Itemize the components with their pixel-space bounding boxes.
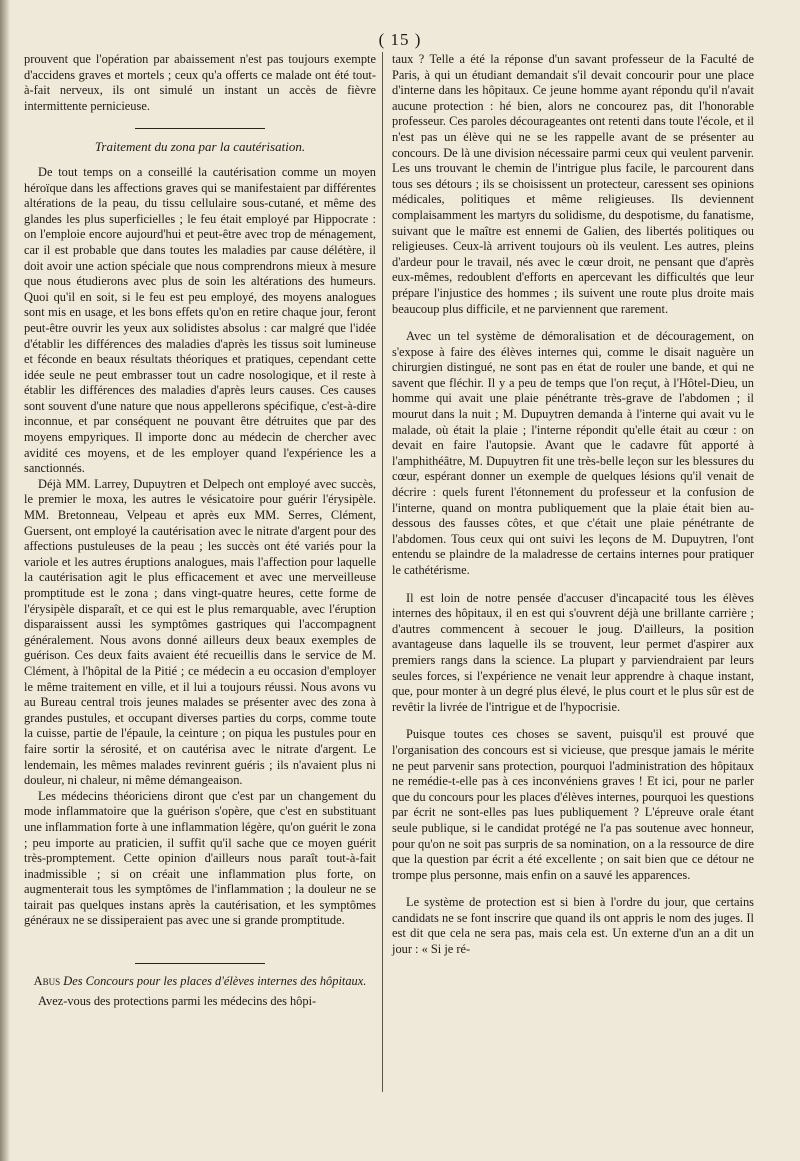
paragraph: Avec un tel système de démoralisation et de découragement, on s'expose à faire des élèves internes qui, comme le disait naguère un chirurgien distingué, ne sont pas en état de rouler une bande, et qui ne savent que fléchir. Il y a peu de temps que l'on reçut, à l'Hôtel-Dieu, un homme qui avait une plaie pénétrante très-grave de l'abdomen ; il mourut dans la nuit ; M. Dupuytren demanda à l'interne qui avait vu le malade, où était la plaie ; l'interne répondit qu'elle était au cœur : on devait en faire l'autopsie. Avant que le cadavre fût apporté à l'amphithéâtre, M. Dupuytren fit une très-belle leçon sur les blessures du cœur, espérant donner un exemple de quelques lésions qu'il venait de décrire : quels furent l'étonnement du professeur et la confusion de l'interne, quand on montra publiquement que la plaie était bien au-dessous des fausses côtes, et que c'était une plaie pénétrante de l'abdomen. Tous ceux qui ont suivi les leçons de M. Dupuytren, l'ont entendu se plaindre de la maladresse de certains internes pour pratiquer le cathétérisme. xyxy=(392,329,754,577)
paragraph: Puisque toutes ces choses se savent, puisqu'il est prouvé que l'organisation des concours est si vicieuse, que presque jamais le mérite ne peut parvenir sans protection, pourquoi l'administration des hôpitaux ne remédie-t-elle pas à ces inconvéniens graves ! Et ici, pour ne parler que du concours pour les places d'élèves internes, pourquoi les questions par écrit ne sont-elles pas lues publiquement ? L'épreuve orale étant seule publique, si le candidat protégé ne l'a pas soutenue avec honneur, pour qu'on ne soit pas surpris de sa nomination, on a la ressource de dire que la question par écrit a été excellente ; on sait bien que ce détour ne trompe plus personne, mais enfin on a sauvé les apparences. xyxy=(392,727,754,882)
paragraph: Déjà MM. Larrey, Dupuytren et Delpech ont employé avec succès, le premier le moxa, les autres le vésicatoire pour guérir l'érysipèle. MM. Bretonneau, Velpeau et après eux MM. Serres, Clément, Guersent, ont employé la cautérisation avec le nitrate d'argent pour des affections pustuleuses de la peau ; les succès ont été variés pour la variole et les autres éruptions analogues, mais l'affection pour laquelle la cautérisation agit le plus efficacement et avec une merveilleuse promptitude est le zona ; dans vingt-quatre heures, cette forme de l'érysipèle disparaît, et ce qui est le plus remarquable, avec l'éruption disparaissent aussi les symptômes gastriques qui l'accompagnent généralement. Nous avons donné ailleurs deux beaux exemples de guérison. Ces deux faits avaient été recueillis dans le service de M. Clément, à l'hôpital de la Pitié ; ce médecin a eu occasion d'employer le même traitement en ville, et il lui a toujours réussi. Nous avons vu au Bureau central trois jeunes malades se présenter avec des zona à grandes pustules, et occupant diverses parties du corps, comme toute la cuisse, partie de l'épaule, la ceinture ; on piqua les pustules pour en faire sortir la sérosité, et on cautérisa avec le nitrate d'argent. Le lendemain, les mêmes malades revinrent guéris ; ils n'avaient plus ni douleur, ni chaleur, ni même démangeaison. xyxy=(24,476,376,788)
right-column xyxy=(392,52,754,958)
paragraph: Avez-vous des protections parmi les médecins des hôpi- xyxy=(38,993,317,1008)
section2-title xyxy=(24,974,376,990)
page-number: ( 15 ) xyxy=(378,30,422,49)
paragraph: Il est loin de notre pensée d'accuser d'incapacité tous les élèves internes des hôpitaux, il en est qui s'ouvrent déjà une brillante carrière ; d'autres commencent à secouer le joug. D'ailleurs, la position avantageuse dans laquelle ils se trouvent, leur permet d'aspirer aux premiers rangs dans la science. La plupart y parviendraient par leurs seules forces, si l'expérience ne venait leur apprendre à chaque instant, que, pour monter à un degré plus élevé, le plus court et le plus sûr est de revêtir la livrée de l'intrigue et de l'hypocrisie. xyxy=(392,590,754,714)
section2-prefix: Abus xyxy=(33,974,61,989)
section-rule xyxy=(135,128,265,129)
section2-heading: Des Concours pour les places d'élèves internes des hôpitaux. xyxy=(63,974,367,989)
paragraph: taux ? Telle a été la réponse d'un savant professeur de la Faculté de Paris, à qui un étudiant demandait s'il devait concourir pour une place d'interne dans les hôpitaux. Ce jeune homme ayant répondu qu'il n'avait aucune protection : hé bien, alors ne concourez pas, dit l'honorable professeur. Ces paroles décourageantes ont retenti dans toute l'école, et il n'est pas un élève qui ne se les rappelle avant de se présenter au concours. De là une division nécessaire parmi ceux qui veulent parvenir. Les uns trouvant le chemin de l'intrigue plus facile, le parcourent dans tous ses détours ; ils se choisissent un protecteur, caressent ses opinions médicales, politiques et même religieuses. Ils deviennent complaisamment les martyrs du solidisme, du despotisme, du fanatisme, suivant que le maître est ennemi de Galien, des libertés politiques ou religieuses. Ceux-là arrivent toujours où ils veulent. Les autres, pleins d'ardeur pour le travail, nés avec le cœur droit, ne pensant que d'après eux-mêmes, redoublent d'efforts en apercevant les difficultés que leur prépare l'injustice des hommes ; ils suivent une route plus droite mais beaucoup plus difficile, et ne parviennent que rarement. xyxy=(392,52,754,316)
column-divider xyxy=(382,52,383,1092)
left-column xyxy=(24,52,376,1009)
section-rule xyxy=(135,963,265,964)
section-title: Traitement du zona par la cautérisation. xyxy=(94,139,306,155)
intro-paragraph: prouvent que l'opération par abaissement n'est pas toujours exempte d'accidens graves et mortels ; ceux qu'a offerts ce malade ont été tout-à-fait nerveux, ils ont simulé un instant un accès de fièvre intermittente pernicieuse. xyxy=(24,52,376,113)
paragraph: De tout temps on a conseillé la cautérisation comme un moyen héroïque dans les affections graves qui se manifestaient par différentes altérations de la peau, du tissu cellulaire sous-cutané, et même des glandes les plus superficielles ; le feu était employé par Hippocrate : on l'emploie encore aujourd'hui et peut-être avec trop de ménagement, car il est probable que dans toutes les maladies par cause délétère, il doit avoir une action spéciale que nous comprendrons mieux à mesure que nous étudierons avec plus de soin les altérations des humeurs. Quoi qu'il en soit, si le feu est peu employé, des moyens analogues sont mis en usage, et les bons effets qu'on en retire chaque jour, feront peut-être ouvrir les yeux aux solidistes absolus : car malgré que l'idée d'établir les différences des maladies d'après les tissus soit lumineuse et féconde en beaux résultats théoriques et pratiques, cependant cette idée seule ne peut embrasser tout un cadre nosologique, et il reste à établir les différences des maladies d'après leurs causes. Ces causes sont souvent d'une nature que nous appellerons spécifique, c'est-à-dire inconnue, et par conséquent ne pouvant être détruites que par des moyens empyriques. Il importe donc au médecin de chercher avec avidité ces moyens, et de les employer quand l'expérience les a sanctionnés. xyxy=(24,164,376,476)
paragraph: Les médecins théoriciens diront que c'est par un changement du mode inflammatoire que la guérison s'opère, que c'est en substituant une inflammation forte à une inflammation légère, qu'on guérit le zona ; peu importe au praticien, il suffit qu'il sache que ce moyen guérit très-promptement. Cette opinion d'ailleurs nous paraît tout-à-fait inadmissible ; si on créait une inflammation plus forte, on augmenterait tous les symptômes de l'inflammation ; la douleur ne se tairait pas quelques instans après la cautérisation, et les symptômes généraux ne se dissiperaient pas avec une si grande promptitude. xyxy=(24,788,376,928)
page-binding-edge xyxy=(0,0,10,1161)
paragraph: Le système de protection est si bien à l'ordre du jour, que certains candidats ne se font inscrire que quand ils ont appris le nom des juges. Il est dit que cela ne sera pas, mais cela est. Un externe d'un an a dit un jour : « Si je ré- xyxy=(392,895,754,957)
